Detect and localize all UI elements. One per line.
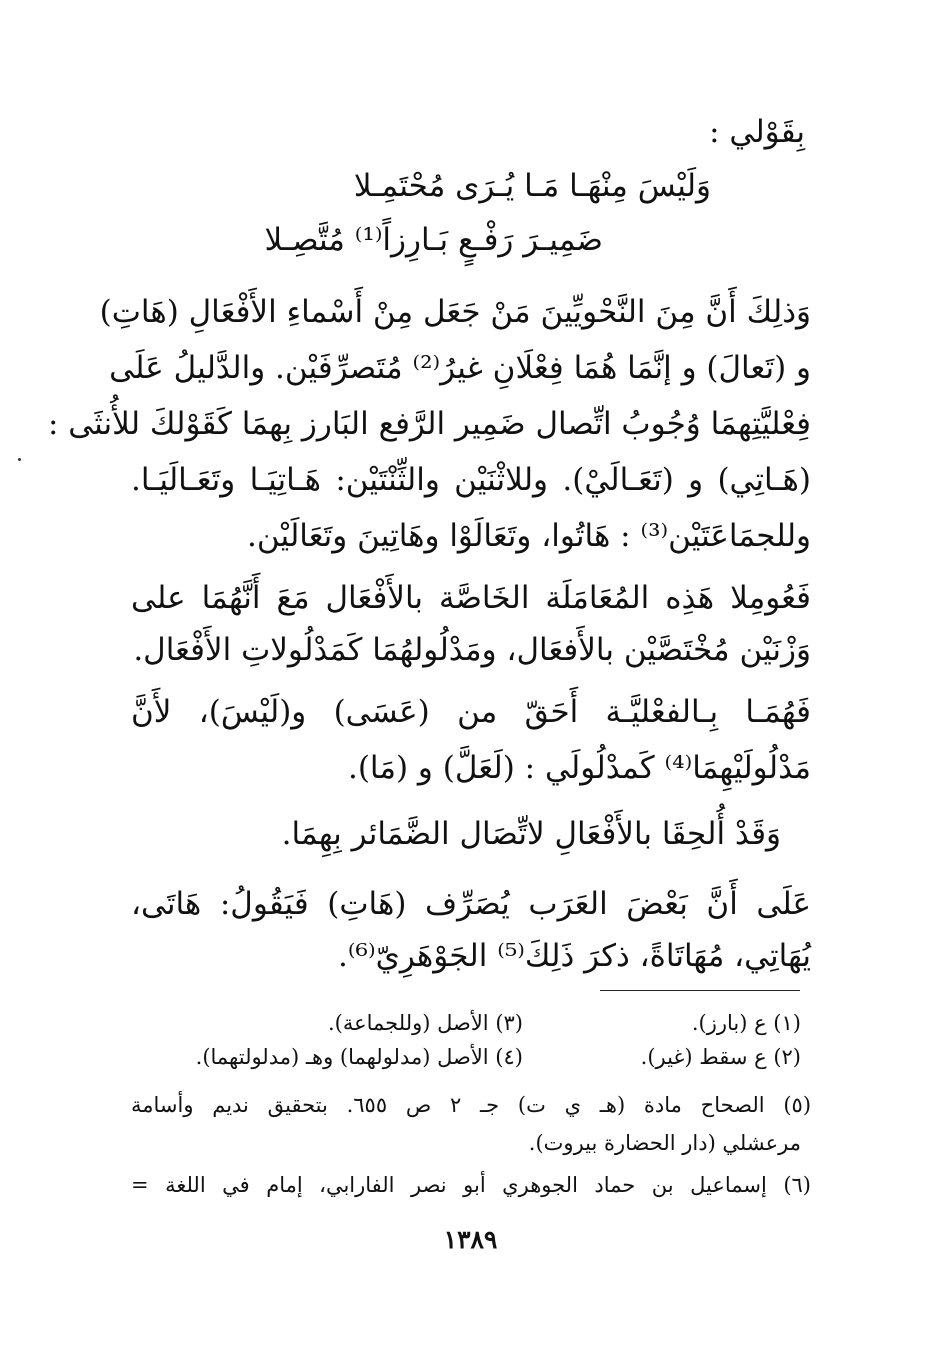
page-number: ١٣٨٩ [443, 1225, 498, 1254]
footnote-5-line-2: مرعشلي (دار الحضارة بيروت). [528, 1131, 801, 1155]
footnote-2: (٢) ع سقط (غير). [640, 1045, 801, 1069]
footnote-5-line-1: (٥) الصحاح مادة (هـ ي ت) جـ ٢ ص ٦٥٥. بتحقيق نديم وأسامة [131, 1093, 812, 1117]
paragraph-1-line-3: فِعْليَّتِهمَا وُجُوبُ اتِّصال ضَمِير الرَّفع البَارز بِهمَا كَقَوْلكَ للأُنثَى : [47, 406, 811, 442]
footnote-1: (١) ع (بارز). [691, 1011, 801, 1035]
verse-line-1: وَلَيْسَ مِنْهَـا مَـا يُـرَى مُحْتَمِـلا [353, 168, 711, 204]
footnote-6: (٦) إسماعيل بن حماد الجوهري أبو نصر الفارابي، إمام في اللغة = [131, 1173, 811, 1197]
intro-text: بِقَوْلي : [709, 114, 805, 150]
paragraph-1-line-4: (هَـاتِي) و (تَعَـالَيْ). وللاثْنَيْن والثِّنْتَيْن: هَـاتِيَـا وتَعَـالَيَـا. [131, 462, 811, 498]
footnote-separator [600, 990, 800, 991]
footnote-3: (٣) الأصل (وللجماعة). [327, 1011, 523, 1035]
scan-speck [18, 458, 21, 461]
paragraph-2-line-1: فَعُومِلا هَذِه المُعَامَلَة الخَاصَّة بالأَفْعَال مَعَ أَنَّهُمَا على [131, 580, 811, 616]
paragraph-3-line-1: فَهُمَـا بِـالفعْليَّـة أَحَقّ من (عَسَى) و(لَيْسَ)، لأَنَّ [131, 694, 811, 730]
paragraph-1-line-2: و (تَعالَ) و إنَّمَا هُمَا فِعْلَانِ غيرُ⁽²⁾ مُتَصرِّفَيْن. والدَّليلُ عَلَى [109, 350, 811, 386]
paragraph-4-line-1: وَقَدْ أُلحِقَا بالأَفْعَالِ لاتِّصَال الضَّمَائر بِهِمَا. [281, 816, 781, 852]
paragraph-2-line-2: وَزْنَيْن مُخْتَصَّيْن بالأَفعَال، ومَدْلُولهُمَا كَمَدْلُولاتِ الأَفْعَال. [133, 632, 811, 668]
paragraph-5-line-1: عَلَى أَنَّ بَعْضَ العَرَب يُصَرِّف (هَاتِ) فَيَقُولُ: هَاتَى، [131, 886, 811, 922]
paragraph-5-line-2: يُهَاتِي، مُهَاتَاةً، ذكرَ ذَلِكَ⁽⁵⁾ الجَوْهَرِيّ⁽⁶⁾. [338, 938, 811, 974]
footnote-4: (٤) الأصل (مدلولهما) وهـ (مدلولتهما). [195, 1045, 523, 1069]
paragraph-1-line-1: وَذلِكَ أَنَّ مِنَ النَّحْويِّينَ مَنْ جَعَل مِنْ أَسْماءِ الأَفْعَالِ (هَاتِ) [99, 294, 811, 330]
paragraph-3-line-2: مَدْلُولَيْهِمَا⁽⁴⁾ كَمدْلُولَي : (لَعَلَّ) و (مَا). [347, 750, 811, 786]
verse-line-2: ضَمِيـرَ رَفْـعٍ بَـارِزاً⁽¹⁾ مُتَّصِـلا [264, 222, 603, 258]
paragraph-1-line-5: وللجمَاعَتَيْن⁽³⁾ : هَاتُوا، وتَعَالَوْا وهَاتِينَ وتَعَالَيْن. [247, 518, 811, 554]
